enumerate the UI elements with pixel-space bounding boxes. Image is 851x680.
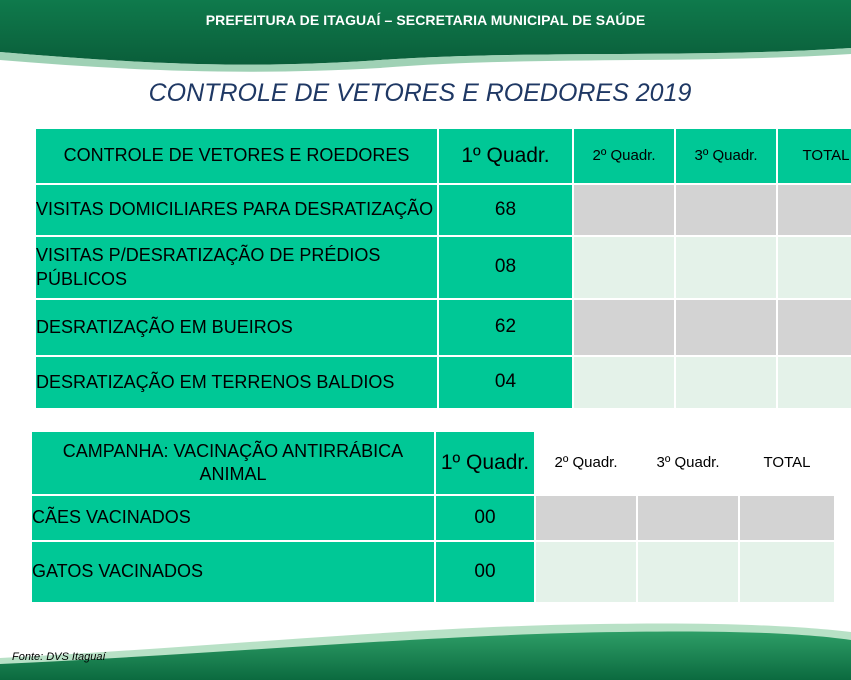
row-q3-cell (637, 495, 739, 541)
header-q3: 3º Quadr. (637, 431, 739, 495)
row-q2-cell (535, 495, 637, 541)
header-q2: 2º Quadr. (535, 431, 637, 495)
row-label: CÃES VACINADOS (31, 495, 435, 541)
row-q2-cell (573, 299, 675, 356)
table-row (31, 495, 835, 541)
table-row (35, 236, 851, 299)
vetores-table (34, 127, 851, 410)
row-q1-value: 68 (438, 184, 573, 236)
table-header-row (31, 431, 835, 495)
source-note: Fonte: DVS Itaguaí (12, 651, 106, 663)
header-q1: 1º Quadr. (438, 128, 573, 184)
row-total-cell (777, 184, 851, 236)
row-total-cell (777, 236, 851, 299)
row-q2-cell (573, 184, 675, 236)
row-label: GATOS VACINADOS (31, 541, 435, 603)
row-q3-cell (675, 184, 777, 236)
row-label: VISITAS DOMICILIARES PARA DESRATIZAÇÃO (35, 184, 438, 236)
table-row (35, 356, 851, 409)
row-q1-value: 00 (435, 541, 535, 603)
banner-title: PREFEITURA DE ITAGUAÍ – SECRETARIA MUNICIPAL DE SAÚDE (205, 12, 646, 28)
table-row (35, 184, 851, 236)
row-q3-cell (675, 299, 777, 356)
header-label: CAMPANHA: VACINAÇÃO ANTIRRÁBICA ANIMAL (31, 431, 435, 495)
row-label: DESRATIZAÇÃO EM BUEIROS (35, 299, 438, 356)
row-q2-cell (573, 356, 675, 409)
footer-wave (0, 618, 851, 680)
table-row (31, 541, 835, 603)
row-q2-cell (535, 541, 637, 603)
row-q2-cell (573, 236, 675, 299)
row-q3-cell (637, 541, 739, 603)
row-q1-value: 00 (435, 495, 535, 541)
row-total-cell (739, 541, 835, 603)
table-header-row (35, 128, 851, 184)
table-row (35, 299, 851, 356)
header-banner (0, 0, 851, 78)
footer-wave-shape (0, 618, 851, 680)
row-label: DESRATIZAÇÃO EM TERRENOS BALDIOS (35, 356, 438, 409)
page-title: CONTROLE DE VETORES E ROEDORES 2019 (148, 79, 692, 107)
row-q1-value: 04 (438, 356, 573, 409)
row-label: VISITAS P/DESRATIZAÇÃO DE PRÉDIOS PÚBLICOS (35, 236, 438, 299)
header-total: TOTAL (739, 431, 835, 495)
vacinacao-table (30, 430, 836, 604)
row-q1-value: 62 (438, 299, 573, 356)
row-q1-value: 08 (438, 236, 573, 299)
header-q1: 1º Quadr. (435, 431, 535, 495)
header-q3: 3º Quadr. (675, 128, 777, 184)
row-q3-cell (675, 356, 777, 409)
header-q2: 2º Quadr. (573, 128, 675, 184)
row-q3-cell (675, 236, 777, 299)
header-total: TOTAL (777, 128, 851, 184)
header-label: CONTROLE DE VETORES E ROEDORES (35, 128, 438, 184)
row-total-cell (777, 356, 851, 409)
row-total-cell (739, 495, 835, 541)
row-total-cell (777, 299, 851, 356)
